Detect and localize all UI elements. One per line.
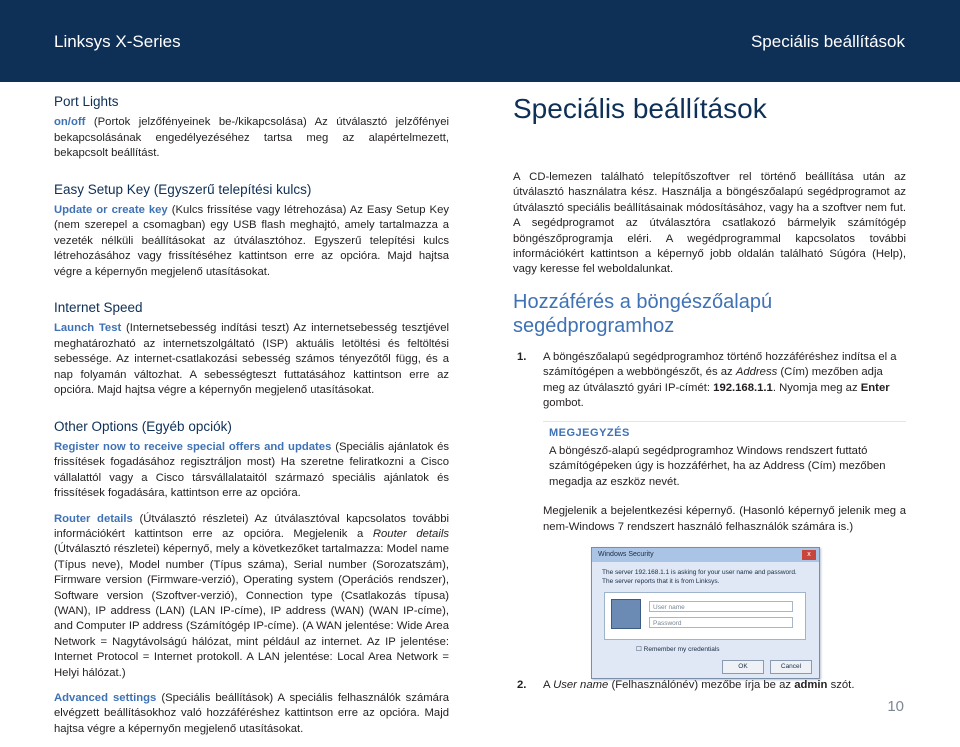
easy-setup-keyword: Update or create key bbox=[54, 204, 168, 217]
step-1-enter: Enter bbox=[860, 381, 890, 394]
step-2-text-b: (Felhasználónév) mezőbe írja be az bbox=[608, 679, 795, 691]
step-2-admin: admin bbox=[794, 679, 828, 691]
other-options-heading: Other Options (Egyéb opciók) bbox=[54, 418, 232, 434]
remember-label: Remember my credentials bbox=[643, 645, 720, 653]
step-2-username-emphasis: User name bbox=[553, 679, 609, 691]
note-title: MEGJEGYZÉS bbox=[549, 427, 630, 440]
remember-credentials-checkbox[interactable]: ☐ Remember my credentials bbox=[636, 645, 720, 653]
step-2 bbox=[513, 678, 906, 693]
easy-setup-paragraph bbox=[54, 203, 449, 280]
step-1 bbox=[513, 350, 906, 412]
step-1-number: 1. bbox=[517, 350, 527, 363]
username-field[interactable]: User name bbox=[649, 601, 793, 612]
advanced-settings-text: (Speciális beállítások) A speciális felhasználók számára elvégzett beállításokhoz való hozzáféréshez kattintson erre az opcióra. Majd hajtsa végre a képernyőn megjelenő utasításokat. bbox=[54, 692, 449, 735]
page-number: 10 bbox=[887, 698, 904, 715]
port-lights-paragraph bbox=[54, 115, 449, 161]
dialog-message: The server 192.168.1.1 is asking for your user name and password. The server reports that it is from Linksys. bbox=[602, 568, 797, 585]
register-keyword: Register now to receive special offers and updates bbox=[54, 440, 332, 453]
advanced-settings-paragraph bbox=[54, 691, 449, 737]
step-1-text-d: gombot. bbox=[543, 397, 584, 410]
step-2-text-a: A bbox=[543, 679, 554, 691]
right-column bbox=[513, 94, 906, 679]
internet-speed-paragraph bbox=[54, 321, 449, 398]
internet-speed-heading: Internet Speed bbox=[54, 300, 143, 316]
ok-button[interactable]: OK bbox=[722, 660, 764, 674]
port-lights-heading: Port Lights bbox=[54, 94, 119, 109]
step-2-text-c: szót. bbox=[827, 679, 855, 691]
dialog-titlebar: Windows Security bbox=[592, 548, 819, 562]
step-2-number: 2. bbox=[517, 679, 527, 691]
left-column bbox=[54, 94, 449, 747]
router-details-emphasis: Router details bbox=[372, 527, 450, 540]
windows-security-dialog bbox=[591, 547, 820, 679]
step-2-text bbox=[513, 678, 906, 693]
note-box bbox=[543, 421, 906, 490]
port-lights-text: (Portok jelzőfényeinek be-/kikapcsolása) Az útválasztó jelzőfényei bekapcsolásának engedélyezéséhez tartsa meg az alapértelmezett, bekapcsolt beállítást. bbox=[54, 116, 449, 160]
access-heading: Hozzáférés a böngészőalapú segédprogramhoz bbox=[513, 290, 773, 337]
launch-test-keyword: Launch Test bbox=[54, 322, 122, 335]
step-1-ip: 192.168.1.1 bbox=[713, 381, 773, 394]
router-details-text-a: (Útválasztó részletei) Az útválasztóval kapcsolatos további információkért kattintson erre az opcióra. Megjelenik a bbox=[54, 512, 450, 540]
page-title: Speciális beállítások bbox=[513, 93, 767, 124]
port-lights-keyword: on/off bbox=[54, 116, 86, 129]
password-field[interactable]: Password bbox=[649, 617, 793, 628]
header-bar bbox=[0, 0, 960, 82]
brand-title: Linksys X-Series bbox=[54, 32, 181, 51]
steps-list bbox=[513, 350, 906, 412]
intro-paragraph: A CD-lemezen található telepítőszoftver rel történő beállítása után az útválasztó használatra kész. Használja a böngészőalapú segédprogramot az útválasztó speciális beállításainak módosításához, vagy ha a szoftver nem fut. A segédprogramot az útválasztóra csatlakozó bármelyik számítógép böngészőprogramja eléri. A wegédprogrammal kapcsolatos további információkért kattintson a képernyő jobb oldalán található Súgóra (Help), vagy keresse fel weboldalunkat. bbox=[513, 171, 906, 276]
user-avatar-icon bbox=[611, 599, 641, 629]
register-text: (Speciális ajánlatok és frissítések fogadásához regisztráljon most) Ha szeretne feliratkozni a Cisco vállalattól vagy a Cisco társvállalataitól származó speciális ajánlatok és frissítések fogadására, kattintson erre az opcióra. bbox=[54, 440, 449, 500]
router-details-keyword: Router details bbox=[54, 512, 133, 525]
router-details-paragraph bbox=[54, 512, 449, 681]
close-icon[interactable]: x bbox=[802, 550, 816, 560]
easy-setup-text: (Kulcs frissítése vagy létrehozása) Az Easy Setup Key (nem szerepel a csomagban) egy USB flash meghajtó, amely tartalmazza a vezeték nélküli beállításokat az útválasztóhoz. Egyszerű telepítési kulcs létrehozásához vagy frissítéséhez kattintson erre az opcióra. Majd hajtsa végre a képernyőn megjelenő utasításokat. bbox=[54, 204, 450, 278]
step-1-text-a: A böngészőalapú segédprogramhoz történő hozzáféréshez indítsa el a számítógépen a webböngészőt, és az bbox=[543, 350, 897, 379]
advanced-settings-keyword: Advanced settings bbox=[54, 692, 157, 704]
register-paragraph bbox=[54, 440, 449, 502]
note-text: A böngésző-alapú segédprogramhoz Windows rendszert futtató számítógépeken úgy is hozzáférhet, ha az Address (Cím) mezőben megadja az eszköz nevét. bbox=[549, 444, 886, 488]
step-1-text-b: (Cím) mezőben adja meg az útválasztó gyári IP-címét: bbox=[543, 366, 883, 394]
section-title: Speciális beállítások bbox=[750, 32, 905, 51]
router-details-text-b: (Útválasztó részletei) képernyő, mely a következőket tartalmazza: Model name (Típus neve), Model number (Típus száma), Serial number (Sorozatszám), Firmware version (Firmware-verzió), Operating system (Operációs rendszer), Software version (Szoftver-verzió), Connection type (Csatlakozás típusa) (WAN), IP address (LAN) (LAN IP-címe), IP address (WAN) (WAN IP-címe), and Computer IP address (Számítógép IP-címe). (A WAN jelentése: Wide Area Network = Nagytávolságú hálózat, mint például az internet. Az IP jelentése: Internet Protocol = Internet protokoll. A LAN jelentése: Local Area Network = Helyi hálózat.) bbox=[54, 543, 449, 679]
step-1-text-c: . Nyomja meg az bbox=[772, 381, 861, 394]
cancel-button[interactable]: Cancel bbox=[770, 660, 812, 674]
credentials-box bbox=[604, 592, 806, 640]
step-1-address-emphasis: Address bbox=[735, 366, 778, 379]
login-screen-paragraph: Megjelenik a bejelentkezési képernyő. (Hasonló képernyő jelenik meg a nem-Windows 7 rendszert használó felhasználók számára is.) bbox=[543, 505, 906, 533]
internet-speed-text: (Internetsebesség indítási teszt) Az internetsebesség tesztjével meghatározható az internetszolgáltató (ISP) aktuális letöltési és feltöltési sebessége. Az internet-csatlakozási sebesség számos tényezőtől függ, és a nap folyamán változhat. A sebességteszt futtatásához kattintson erre az opcióra. Majd hajtsa végre a képernyőn megjelenő utasításokat. bbox=[54, 322, 449, 397]
easy-setup-heading: Easy Setup Key (Egyszerű telepítési kulcs) bbox=[54, 181, 312, 197]
